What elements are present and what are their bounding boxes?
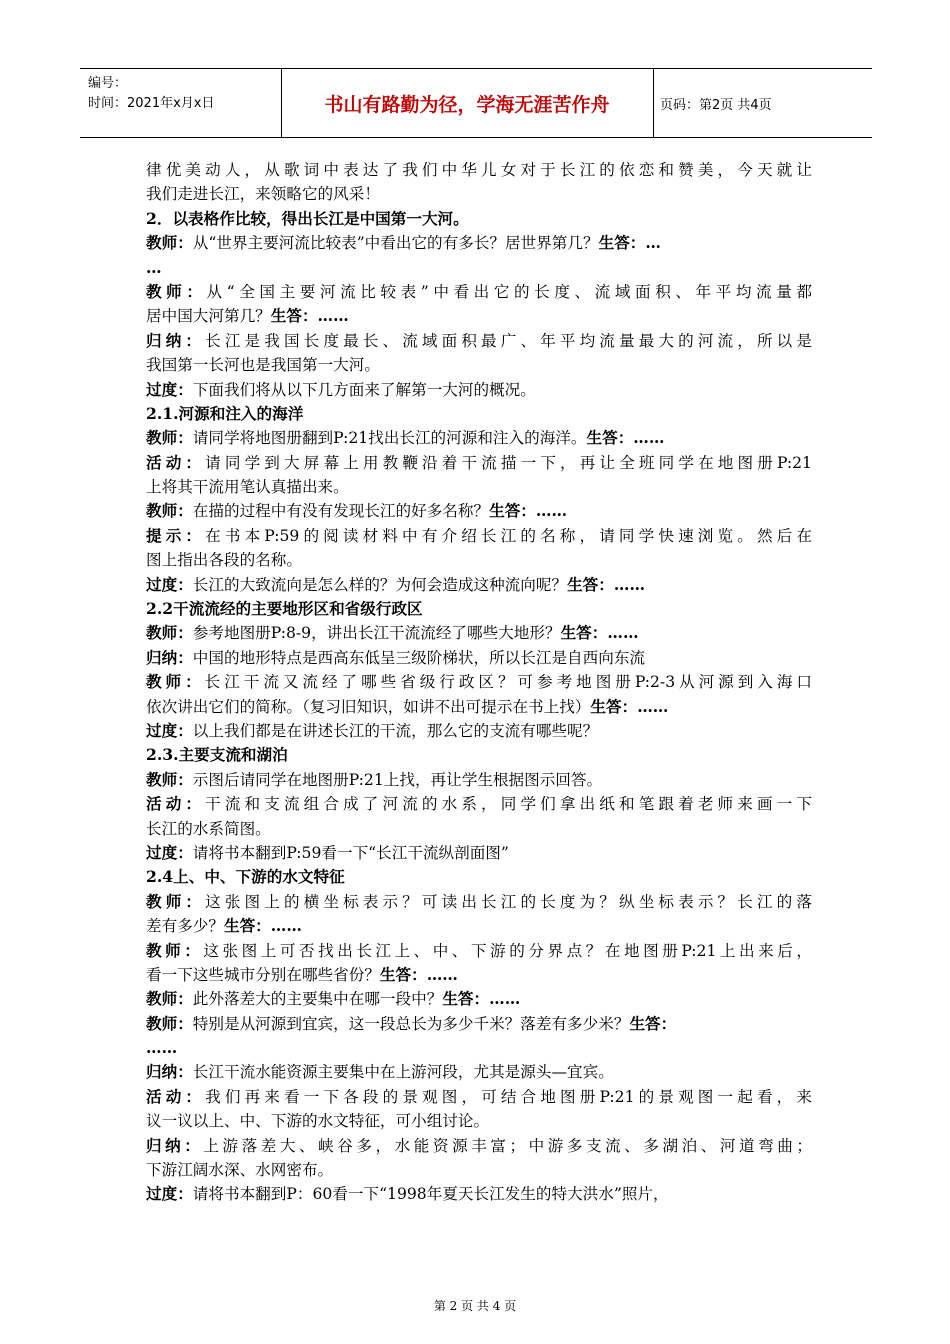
text-line: 议一议以上、中、下游的水文特征，可小组讨论。 — [146, 1112, 490, 1131]
text-line: 教师：从“世界主要河流比较表”中看出它的有多长？居世界第几？生答：… — [146, 233, 661, 253]
text-line: 教师：特别是从河源到宜宾，这一段总长为多少千米？落差有多少米？生答： — [146, 1013, 677, 1033]
section-heading: 2.1.河源和注入的海洋 — [146, 403, 304, 423]
text-line: 过度：请将书本翻到P：60看一下“1998年夏天长江发生的特大洪水”照片， — [146, 1184, 669, 1204]
text-line: 上将其干流用笔认真描出来。 — [146, 478, 349, 497]
text-line: 过度：下面我们将从以下几方面来了解第一大河的概况。 — [146, 379, 536, 399]
text-line: 看一下这些城市分别在哪些省份？生答：…… — [146, 964, 458, 984]
text-line: 居中国大河第几？生答：…… — [146, 306, 349, 326]
section-heading: 2.4上、中、下游的水文特征 — [146, 867, 345, 887]
header-number: 编号： — [88, 76, 128, 91]
text-line: 活动：干流和支流组合成了河流的水系，同学们拿出纸和笔跟着老师来画一下 — [146, 794, 812, 814]
header-time: 时间：2021年x月x日 — [88, 96, 215, 111]
text-line: 差有多少？生答：…… — [146, 916, 302, 936]
header-divider — [653, 69, 654, 137]
text-line: 教师：请同学将地图册翻到P:21找出长江的河源和注入的海洋。生答：…… — [146, 428, 665, 448]
text-line: 我国第一长河也是我国第一大河。 — [146, 356, 380, 375]
text-line: 归纳：中国的地形特点是西高东低呈三级阶梯状，所以长江是自西向东流 — [146, 647, 646, 667]
text-line: 教师：此外落差大的主要集中在哪一段中？生答：…… — [146, 989, 521, 1009]
header-motto: 书山有路勤为径，学海无涯苦作舟 — [324, 93, 610, 116]
section-heading: 2.2干流流经的主要地形区和省级行政区 — [146, 599, 423, 619]
text-line: 教师：这张图上可否找出长江上、中、下游的分界点？在地图册P:21上出来后， — [146, 940, 812, 960]
text-line: 我们走进长江，来领略它的风采！ — [146, 185, 380, 204]
text-line: 过度：以上我们都是在讲述长江的干流，那么它的支流有哪些呢？ — [146, 720, 599, 740]
text-line: 教师：参考地图册P:8-9，讲出长江干流流经了哪些大地形？生答：…… — [146, 623, 639, 643]
text-line: 过度：请将书本翻到P:59看一下“长江干流纵剖面图” — [146, 842, 509, 862]
text-line: 图上指出各段的名称。 — [146, 551, 302, 570]
text-line: 律优美动人，从歌词中表达了我们中华儿女对于长江的依恋和赞美，今天就让 — [146, 161, 812, 179]
text-line: 依次讲出它们的简称。（复习旧知识，如讲不出可提示在书上找）生答：…… — [146, 696, 669, 716]
text-line: 归纳：上游落差大、峡谷多，水能资源丰富；中游多支流、多湖泊、河道弯曲； — [146, 1135, 812, 1155]
section-heading: 2．以表格作比较，得出长江是中国第一大河。 — [146, 208, 469, 228]
text-line: 长江的水系简图。 — [146, 819, 271, 838]
text-line: 教师：从“全国主要河流比较表”中看出它的长度、流域面积、年平均流量都 — [146, 281, 812, 301]
text-line: 教师：示图后请同学在地图册P:21上找，再让学生根据图示回答。 — [146, 769, 603, 789]
text-line: … — [146, 257, 162, 277]
document-body — [146, 158, 812, 1207]
text-line: 下游江阔水深、水网密布。 — [146, 1161, 334, 1180]
text-line: 归纳：长江干流水能资源主要集中在上游河段，尤其是源头—宜宾。 — [146, 1062, 614, 1082]
page-footer: 第 2 页 共 4 页 — [433, 1299, 517, 1313]
text-line: 过度：长江的大致流向是怎么样的？为何会造成这种流向呢？生答：…… — [146, 574, 646, 594]
header-page-info: 页码：第2页 共4页 — [660, 97, 772, 113]
text-line: …… — [146, 1038, 178, 1058]
text-line: 教师：长江干流又流经了哪些省级行政区？可参考地图册P:2-3从河源到入海口 — [146, 672, 812, 692]
text-line: 提示：在书本P:59的阅读材料中有介绍长江的名称，请同学快速浏览。然后在 — [146, 525, 812, 545]
text-line: 教师：在描的过程中有没有发现长江的好多名称？生答：…… — [146, 501, 568, 521]
page-header — [80, 68, 872, 138]
section-heading: 2.3.主要支流和湖泊 — [146, 745, 288, 765]
text-line: 活动：我们再来看一下各段的景观图，可结合地图册P:21的景观图一起看，来 — [146, 1086, 812, 1106]
text-line: 教师：这张图上的横坐标表示？可读出长江的长度为？纵坐标表示？长江的落 — [146, 891, 812, 911]
header-left-cell — [88, 74, 278, 114]
text-line: 归纳：长江是我国长度最长、流域面积最广、年平均流量最大的河流，所以是 — [146, 330, 812, 350]
text-line: 活动：请同学到大屏幕上用教鞭沿着干流描一下，再让全班同学在地图册P:21 — [146, 452, 812, 472]
